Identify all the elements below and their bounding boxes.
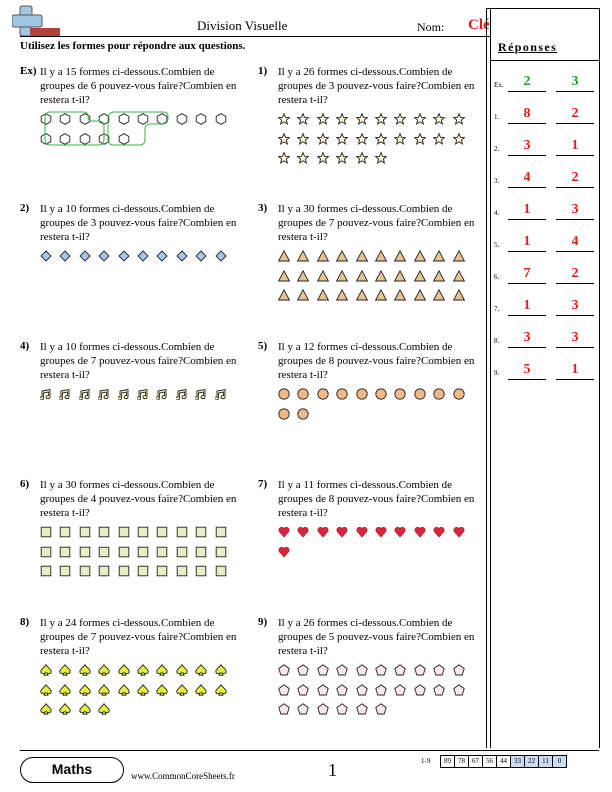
header-divider: [20, 36, 490, 37]
pentagon-icon: [297, 664, 309, 676]
diamond-icon: [59, 250, 71, 262]
question-text: Il y a 24 formes ci-dessous.Combien de groupes de 7 pouvez-vous faire?Combien en restera t-il?: [40, 617, 237, 657]
square-icon: [195, 565, 207, 577]
circle-icon: [453, 388, 465, 400]
answer-row: [494, 171, 596, 193]
diamond-icon: [215, 250, 227, 262]
site-url[interactable]: www.CommonCoreSheets.fr: [131, 771, 235, 781]
question-text: Il y a 26 formes ci-dessous.Combien de groupes de 3 pouvez-vous faire?Combien en restera t-il?: [278, 66, 475, 106]
square-icon: [98, 526, 110, 538]
square-icon: [40, 546, 52, 558]
pentagon-icon: [453, 684, 465, 696]
circle-icon: [375, 388, 387, 400]
star-icon: [317, 133, 329, 145]
square-icon: [156, 565, 168, 577]
score-cell: 89: [440, 755, 455, 768]
spade-icon: [195, 684, 207, 696]
triangle-icon: [317, 289, 329, 301]
square-icon: [156, 546, 168, 558]
star-icon: [317, 113, 329, 125]
spade-icon: [98, 664, 110, 676]
spade-icon: [79, 664, 91, 676]
instructions: Utilisez les formes pour répondre aux questions.: [20, 40, 246, 52]
square-icon: [40, 565, 52, 577]
circle-icon: [356, 388, 368, 400]
question-number: 1): [258, 65, 268, 77]
pentagon-icon: [394, 664, 406, 676]
answers-title: Réponses: [498, 40, 558, 54]
star-icon: [336, 152, 348, 164]
question-text: Il y a 10 formes ci-dessous.Combien de groupes de 7 pouvez-vous faire?Combien en restera t-il?: [40, 341, 237, 381]
triangle-icon: [394, 289, 406, 301]
square-icon: [156, 526, 168, 538]
triangle-icon: [356, 270, 368, 282]
heart-icon: [414, 526, 426, 538]
spade-icon: [215, 664, 227, 676]
star-icon: [356, 113, 368, 125]
heart-icon: [394, 526, 406, 538]
spade-icon: [156, 684, 168, 696]
square-icon: [118, 565, 130, 577]
answer-label: 5.: [494, 241, 500, 249]
diamond-icon: [118, 250, 130, 262]
answer-remainder: 1: [556, 361, 594, 380]
triangle-icon: [394, 270, 406, 282]
circle-icon: [336, 388, 348, 400]
triangle-icon: [336, 250, 348, 262]
circle-icon: [278, 408, 290, 420]
footer-divider: [20, 750, 599, 751]
note-icon: [215, 388, 227, 400]
page-number: 1: [328, 760, 337, 780]
triangle-icon: [356, 250, 368, 262]
note-icon: [79, 388, 91, 400]
circle-icon: [317, 388, 329, 400]
heart-icon: [297, 526, 309, 538]
panel-border-outer: [486, 8, 487, 748]
star-icon: [453, 113, 465, 125]
triangle-icon: [278, 270, 290, 282]
score-table: [441, 755, 567, 768]
triangle-icon: [336, 289, 348, 301]
panel-top-border: [486, 8, 599, 9]
answer-row: [494, 139, 596, 161]
answer-groups: 3: [508, 329, 546, 348]
triangle-icon: [453, 250, 465, 262]
spade-icon: [98, 684, 110, 696]
answer-label: Ex.: [494, 81, 504, 89]
note-icon: [176, 388, 188, 400]
answer-row: [494, 299, 596, 321]
triangle-icon: [356, 289, 368, 301]
answer-remainder: 4: [556, 233, 594, 252]
pentagon-icon: [356, 664, 368, 676]
triangle-icon: [278, 289, 290, 301]
square-icon: [137, 565, 149, 577]
heart-icon: [278, 546, 290, 558]
answer-label: 1.: [494, 113, 500, 121]
square-icon: [118, 526, 130, 538]
star-icon: [317, 152, 329, 164]
pentagon-icon: [375, 664, 387, 676]
triangle-icon: [317, 270, 329, 282]
panel-border-right: [599, 8, 600, 748]
page-title: Division Visuelle: [197, 18, 288, 33]
heart-icon: [317, 526, 329, 538]
star-icon: [278, 152, 290, 164]
answer-remainder: 2: [556, 169, 594, 188]
answer-groups: 5: [508, 361, 546, 380]
answer-groups: 8: [508, 105, 546, 124]
star-icon: [375, 133, 387, 145]
triangle-icon: [414, 270, 426, 282]
answer-remainder: 3: [556, 297, 594, 316]
note-icon: [59, 388, 71, 400]
circle-icon: [297, 408, 309, 420]
answer-groups: 7: [508, 265, 546, 284]
triangle-icon: [375, 289, 387, 301]
heart-icon: [375, 526, 387, 538]
star-icon: [278, 113, 290, 125]
score-cell: 0: [552, 755, 567, 768]
square-icon: [98, 565, 110, 577]
star-icon: [394, 113, 406, 125]
triangle-icon: [453, 289, 465, 301]
spade-icon: [40, 664, 52, 676]
star-icon: [453, 133, 465, 145]
panel-divider: [490, 60, 599, 61]
square-icon: [59, 565, 71, 577]
star-icon: [414, 113, 426, 125]
answer-groups: 1: [508, 297, 546, 316]
question-text: Il y a 30 formes ci-dessous.Combien de groupes de 4 pouvez-vous faire?Combien en restera t-il?: [40, 479, 237, 519]
question-text: Il y a 12 formes ci-dessous.Combien de groupes de 8 pouvez-vous faire?Combien en restera t-il?: [278, 341, 475, 381]
triangle-icon: [433, 270, 445, 282]
pentagon-icon: [278, 684, 290, 696]
triangle-icon: [317, 250, 329, 262]
triangle-icon: [414, 250, 426, 262]
star-icon: [336, 133, 348, 145]
spade-icon: [59, 684, 71, 696]
question-text: Il y a 30 formes ci-dessous.Combien de groupes de 7 pouvez-vous faire?Combien en restera t-il?: [278, 203, 475, 243]
pentagon-icon: [356, 703, 368, 715]
triangle-icon: [336, 270, 348, 282]
answer-row: [494, 75, 596, 97]
answer-row: [494, 363, 596, 385]
answer-groups: 4: [508, 169, 546, 188]
star-icon: [297, 133, 309, 145]
question-number: 2): [20, 202, 30, 214]
square-icon: [79, 565, 91, 577]
answer-label: 9.: [494, 369, 500, 377]
star-icon: [356, 133, 368, 145]
answer-remainder: 1: [556, 137, 594, 156]
diamond-icon: [40, 250, 52, 262]
square-icon: [215, 526, 227, 538]
circle-icon: [414, 388, 426, 400]
star-icon: [433, 133, 445, 145]
panel-border-inner: [490, 8, 491, 748]
triangle-icon: [433, 250, 445, 262]
answer-remainder: 3: [556, 73, 594, 92]
answer-row: [494, 107, 596, 129]
score-cell: 33: [510, 755, 525, 768]
square-icon: [176, 526, 188, 538]
spade-icon: [176, 684, 188, 696]
triangle-icon: [297, 270, 309, 282]
answer-remainder: 3: [556, 201, 594, 220]
pentagon-icon: [414, 664, 426, 676]
square-icon: [176, 565, 188, 577]
logo-icon: [12, 4, 60, 38]
group-outline-1: [45, 112, 104, 145]
score-cell: 67: [468, 755, 483, 768]
pentagon-icon: [375, 703, 387, 715]
triangle-icon: [453, 270, 465, 282]
spade-icon: [98, 703, 110, 715]
triangle-icon: [297, 289, 309, 301]
question-text: Il y a 26 formes ci-dessous.Combien de groupes de 5 pouvez-vous faire?Combien en restera t-il?: [278, 617, 475, 657]
square-icon: [137, 526, 149, 538]
spade-icon: [176, 664, 188, 676]
pentagon-icon: [356, 684, 368, 696]
pentagon-icon: [394, 684, 406, 696]
answer-remainder: 2: [556, 105, 594, 124]
circle-icon: [394, 388, 406, 400]
triangle-icon: [278, 250, 290, 262]
square-icon: [176, 546, 188, 558]
star-icon: [414, 133, 426, 145]
name-label: Nom:: [417, 20, 445, 34]
question-number: 5): [258, 340, 268, 352]
triangle-icon: [394, 250, 406, 262]
score-cell: 11: [538, 755, 553, 768]
star-icon: [356, 152, 368, 164]
diamond-icon: [156, 250, 168, 262]
answer-row: [494, 331, 596, 353]
square-icon: [98, 546, 110, 558]
pentagon-icon: [414, 684, 426, 696]
pentagon-icon: [317, 664, 329, 676]
spade-icon: [79, 684, 91, 696]
answer-groups: 2: [508, 73, 546, 92]
note-icon: [118, 388, 130, 400]
star-icon: [336, 113, 348, 125]
pentagon-icon: [375, 684, 387, 696]
pentagon-icon: [336, 684, 348, 696]
answer-remainder: 2: [556, 265, 594, 284]
diamond-icon: [195, 250, 207, 262]
score-cell: 78: [454, 755, 469, 768]
square-icon: [40, 526, 52, 538]
square-icon: [195, 546, 207, 558]
heart-icon: [433, 526, 445, 538]
square-icon: [215, 565, 227, 577]
answer-label: 6.: [494, 273, 500, 281]
score-cell: 22: [524, 755, 539, 768]
star-icon: [394, 133, 406, 145]
square-icon: [79, 546, 91, 558]
answer-key-label: Clé: [468, 17, 490, 33]
answer-label: 3.: [494, 177, 500, 185]
spade-icon: [59, 664, 71, 676]
answer-groups: 1: [508, 233, 546, 252]
square-icon: [137, 546, 149, 558]
question-number: 6): [20, 478, 30, 490]
note-icon: [195, 388, 207, 400]
score-cell: 44: [496, 755, 511, 768]
square-icon: [59, 526, 71, 538]
answer-label: 7.: [494, 305, 500, 313]
pentagon-icon: [433, 684, 445, 696]
spade-icon: [215, 684, 227, 696]
pentagon-icon: [278, 664, 290, 676]
spade-icon: [40, 684, 52, 696]
score-cell: 56: [482, 755, 497, 768]
answer-row: [494, 235, 596, 257]
circle-icon: [433, 388, 445, 400]
circle-icon: [297, 388, 309, 400]
heart-icon: [278, 526, 290, 538]
spade-icon: [59, 703, 71, 715]
spade-icon: [195, 664, 207, 676]
answer-row: [494, 203, 596, 225]
heart-icon: [336, 526, 348, 538]
pentagon-icon: [317, 703, 329, 715]
question-number: 7): [258, 478, 268, 490]
pentagon-icon: [317, 684, 329, 696]
answer-groups: 1: [508, 201, 546, 220]
pentagon-icon: [278, 703, 290, 715]
note-icon: [40, 388, 52, 400]
triangle-icon: [297, 250, 309, 262]
pentagon-icon: [453, 664, 465, 676]
pentagon-icon: [336, 703, 348, 715]
note-icon: [156, 388, 168, 400]
heart-icon: [453, 526, 465, 538]
square-icon: [79, 526, 91, 538]
answer-label: 4.: [494, 209, 500, 217]
star-icon: [433, 113, 445, 125]
answer-row: [494, 267, 596, 289]
answer-label: 2.: [494, 145, 500, 153]
square-icon: [118, 546, 130, 558]
triangle-icon: [414, 289, 426, 301]
hexagon-icon: [195, 113, 207, 125]
pentagon-icon: [297, 703, 309, 715]
spade-icon: [79, 703, 91, 715]
pentagon-icon: [433, 664, 445, 676]
star-icon: [297, 152, 309, 164]
spade-icon: [118, 684, 130, 696]
example-group-outlines: [44, 109, 184, 149]
question-number: 3): [258, 202, 268, 214]
triangle-icon: [433, 289, 445, 301]
star-icon: [375, 113, 387, 125]
diamond-icon: [98, 250, 110, 262]
square-icon: [215, 546, 227, 558]
spade-icon: [137, 664, 149, 676]
circle-icon: [278, 388, 290, 400]
diamond-icon: [79, 250, 91, 262]
question-text: Il y a 11 formes ci-dessous.Combien de groupes de 8 pouvez-vous faire?Combien en restera t-il?: [278, 479, 475, 519]
question-number: Ex): [20, 65, 37, 77]
spade-icon: [40, 703, 52, 715]
diamond-icon: [137, 250, 149, 262]
question-number: 4): [20, 340, 30, 352]
heart-icon: [356, 526, 368, 538]
note-icon: [98, 388, 110, 400]
triangle-icon: [375, 270, 387, 282]
spade-icon: [156, 664, 168, 676]
diamond-icon: [176, 250, 188, 262]
star-icon: [278, 133, 290, 145]
question-number: 9): [258, 616, 268, 628]
subject-badge: Maths: [20, 757, 124, 783]
spade-icon: [118, 664, 130, 676]
answer-label: 8.: [494, 337, 500, 345]
pentagon-icon: [336, 664, 348, 676]
answer-groups: 3: [508, 137, 546, 156]
triangle-icon: [375, 250, 387, 262]
note-icon: [137, 388, 149, 400]
group-outline-2: [108, 112, 168, 145]
pentagon-icon: [297, 684, 309, 696]
question-text: Il y a 15 formes ci-dessous.Combien de groupes de 6 pouvez-vous faire?Combien en restera t-il?: [40, 66, 237, 106]
question-text: Il y a 10 formes ci-dessous.Combien de groupes de 3 pouvez-vous faire?Combien en restera t-il?: [40, 203, 237, 243]
square-icon: [195, 526, 207, 538]
star-icon: [375, 152, 387, 164]
answer-remainder: 3: [556, 329, 594, 348]
star-icon: [297, 113, 309, 125]
question-number: 8): [20, 616, 30, 628]
hexagon-icon: [215, 113, 227, 125]
score-range: 1-9: [421, 757, 431, 765]
square-icon: [59, 546, 71, 558]
spade-icon: [137, 684, 149, 696]
